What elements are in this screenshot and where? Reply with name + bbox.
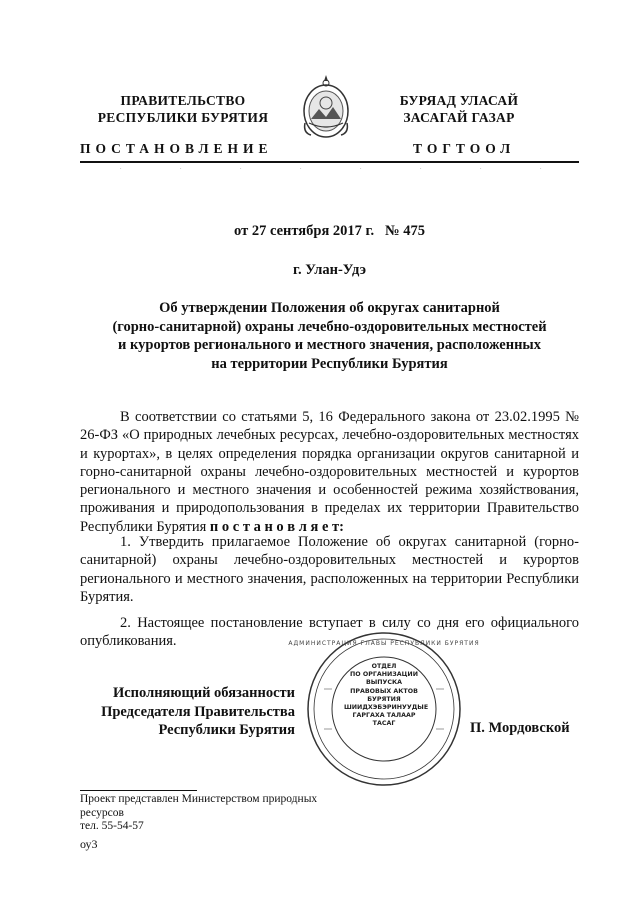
government-name-line1: ПРАВИТЕЛЬСТВО [120, 93, 246, 108]
document-title-line: и курортов регионального и местного значения, расположенных [118, 337, 541, 353]
official-stamp [288, 629, 480, 789]
government-name [88, 92, 278, 126]
svg-text:АДМИНИСТРАЦИЯ ГЛАВЫ РЕСПУБЛИКИ: АДМИНИСТРАЦИЯ ГЛАВЫ РЕСПУБЛИКИ БУРЯТИЯ [288, 640, 480, 647]
footer-line: тел. 55-54-57 [80, 820, 144, 832]
stamp-line: БУРЯТИЯ [367, 695, 401, 703]
signer-title-line: Председателя Правительства [101, 703, 295, 720]
stamp-text [344, 663, 429, 729]
signer-title-line: Исполняющий обязанности [112, 685, 295, 701]
doc-type-title: ПОСТАНОВЛЕНИЕ [80, 141, 273, 156]
government-name-buryat-line1: БУРЯАД УЛАСАЙ [399, 93, 519, 108]
dotted-line: . . . . . . . . [120, 165, 542, 171]
stamp-line: ШИИДХЭБЭРИНУУДЫЕ [344, 704, 429, 712]
item-1-paragraph: 1. Утвердить прилагаемое Положение об округах санитарной (горно-санитарной) охраны лечебно-оздоровительных местностей и курортов регионального и местного значения, расположенных на территории Республики Бурятия. [80, 534, 579, 605]
item-2-paragraph: 2. Настоящее постановление вступает в силу со дня его официального опубликования. [80, 615, 579, 650]
stamp-line: ПО ОРГАНИЗАЦИИ [350, 671, 418, 679]
preamble-text: В соответствии со статьями 5, 16 Федерального закона от 23.02.1995 № 26-ФЗ «О природных лечебных ресурсах, лечебно-оздоровительных местностях и курортах», в целях определения порядка организации округов санитарной и горно-санитарной охраны лечебно-оздоровительных местностей и курортов регионального и местного значения и особенностей режима хозяйствования, проживания и природопользования в пределах их территории Правительство Республики Бурятия [80, 409, 579, 535]
doc-type-title-buryat: ТОГТООЛ [413, 141, 516, 156]
document-title-line: (горно-санитарной) охраны лечебно-оздоровительных местностей [112, 318, 547, 335]
stamp-line: ТАСАГ [372, 720, 396, 728]
signer-title [80, 684, 295, 740]
document-title [80, 299, 579, 373]
government-name-line2: РЕСПУБЛИКИ БУРЯТИЯ [97, 110, 269, 125]
signer-title-line: Республики Бурятия [158, 722, 295, 738]
document-title-line: на территории Республики Бурятия [211, 355, 448, 372]
header-divider [80, 161, 579, 163]
resolves-word: п о с т а н о в л я е т: [209, 518, 344, 535]
government-name-buryat [366, 92, 552, 126]
signer-name: П. Мордовской [470, 720, 570, 736]
footer-note [80, 793, 317, 834]
stamp-line: ОТДЕЛ [371, 663, 397, 670]
preamble-paragraph [80, 408, 579, 536]
stamp-line: ГАРГАХА ТАЛААР [352, 712, 416, 720]
footer-line: Проект представлен Министерством природных [80, 793, 318, 805]
date-number: от 27 сентября 2017 г. № 475 [234, 223, 425, 239]
footer-divider [80, 790, 197, 791]
stamp-line: ВЫПУСКА [365, 679, 403, 687]
city: г. Улан-Удэ [293, 262, 366, 278]
footer-line: ресурсов [80, 806, 124, 819]
footer-code: оу3 [80, 837, 98, 851]
coat-of-arms-icon [297, 73, 355, 143]
stamp-line: ПРАВОВЫХ АКТОВ [350, 687, 418, 695]
document-title-line: Об утверждении Положения об округах санитарной [159, 300, 500, 316]
government-name-buryat-line2: ЗАСАГАЙ ГАЗАР [403, 110, 515, 125]
